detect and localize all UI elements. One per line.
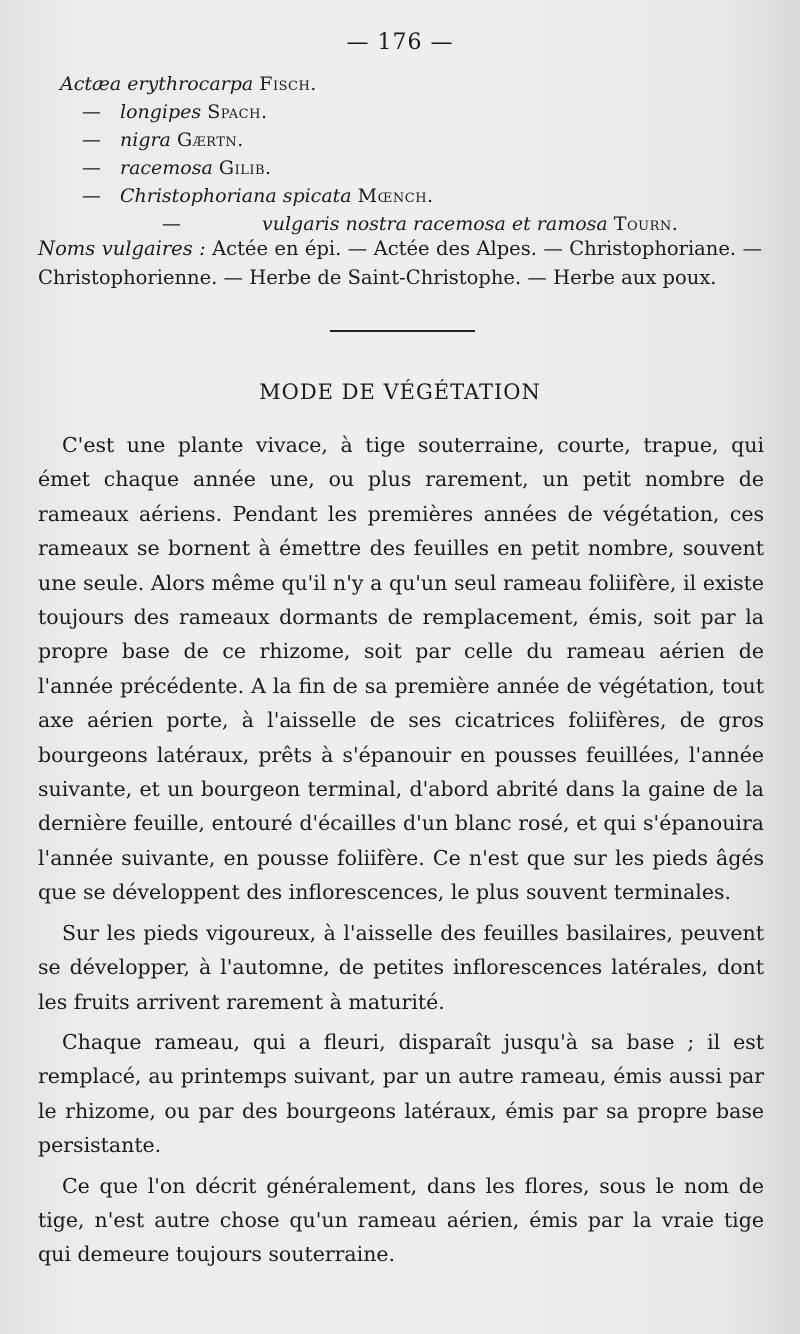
vernacular-text: Actée en épi. — Actée des Alpes. — Christophoriane. — Christophorienne. — Herbe de Saint-Christophe. — Herbe aux poux. bbox=[38, 237, 762, 289]
paragraph: C'est une plante vivace, à tige souterraine, courte, trapue, qui émet chaque année une, ou plus rarement, un petit nombre de rameaux aériens. Pendant les premières années de végétation, ces rameaux se bornent à émettre des feuilles en petit nombre, souvent une seule. Alors même qu'il n'y a qu'un seul rameau foliifère, il existe toujours des rameaux dormants de remplacement, émis, soit par la propre base de ce rhizome, soit par celle du rameau aérien de l'année précédente. A la fin de sa première année de végétation, tout axe aérien porte, à l'aisselle de ses cicatrices foliifères, de gros bourgeons latéraux, prêts à s'épanouir en pousses feuillées, l'année suivante, et un bourgeon terminal, d'abord abrité dans la gaine de la dernière feuille, entouré d'écailles d'un blanc rosé, et qui s'épanouira l'année suivante, en pousse foliifère. Ce n'est que sur les pieds âgés que se développent des inflorescences, le plus souvent terminales. bbox=[38, 433, 764, 905]
synonym-list bbox=[60, 70, 780, 238]
synonym-line bbox=[60, 126, 780, 154]
synonym-line bbox=[60, 98, 780, 126]
species-name: nigra bbox=[120, 129, 171, 151]
species-name: racemosa bbox=[120, 157, 213, 179]
section-title: MODE DE VÉGÉTATION bbox=[259, 380, 541, 404]
species-name: Actæa erythrocarpa bbox=[60, 73, 254, 95]
section-divider bbox=[330, 330, 475, 332]
vernacular-names bbox=[38, 234, 762, 292]
synonym-line bbox=[60, 154, 780, 182]
synonym-line bbox=[60, 70, 780, 98]
species-author: Tourn. bbox=[613, 213, 679, 235]
body-text bbox=[38, 428, 764, 1278]
ditto-dash: — bbox=[82, 157, 101, 179]
synonym-line bbox=[60, 182, 780, 210]
species-author: Fisch. bbox=[259, 73, 317, 95]
species-name: Christophoriana spicata bbox=[120, 185, 352, 207]
paragraph: Chaque rameau, qui a fleuri, disparaît jusqu'à sa base ; il est remplacé, au printemps suivant, par un autre rameau, émis aussi par le rhizome, ou par des bourgeons latéraux, émis par sa propre base persistante. bbox=[38, 1029, 764, 1158]
ditto-dash: — bbox=[82, 101, 101, 123]
paragraph: Ce que l'on décrit généralement, dans les flores, sous le nom de tige, n'est autre chose qu'un rameau aérien, émis par la vraie tige qui demeure toujours souterraine. bbox=[38, 1173, 764, 1267]
paragraph: Sur les pieds vigoureux, à l'aisselle des feuilles basilaires, peuvent se développer, à l'automne, de petites inflorescences latérales, dont les fruits arrivent rarement à maturité. bbox=[38, 920, 764, 1014]
species-author: Gærtn. bbox=[176, 129, 244, 151]
species-author: Spach. bbox=[207, 101, 268, 123]
species-author: Mœnch. bbox=[357, 185, 434, 207]
vernacular-label: Noms vulgaires : bbox=[38, 237, 206, 260]
ditto-dash: — bbox=[82, 129, 101, 151]
species-name: longipes bbox=[120, 101, 202, 123]
species-author: Gilib. bbox=[218, 157, 272, 179]
ditto-dash: — bbox=[82, 185, 101, 207]
species-name: vulgaris nostra racemosa et ramosa bbox=[262, 213, 608, 235]
ditto-dash: — bbox=[162, 213, 181, 235]
page-number: — 176 — bbox=[346, 30, 454, 55]
